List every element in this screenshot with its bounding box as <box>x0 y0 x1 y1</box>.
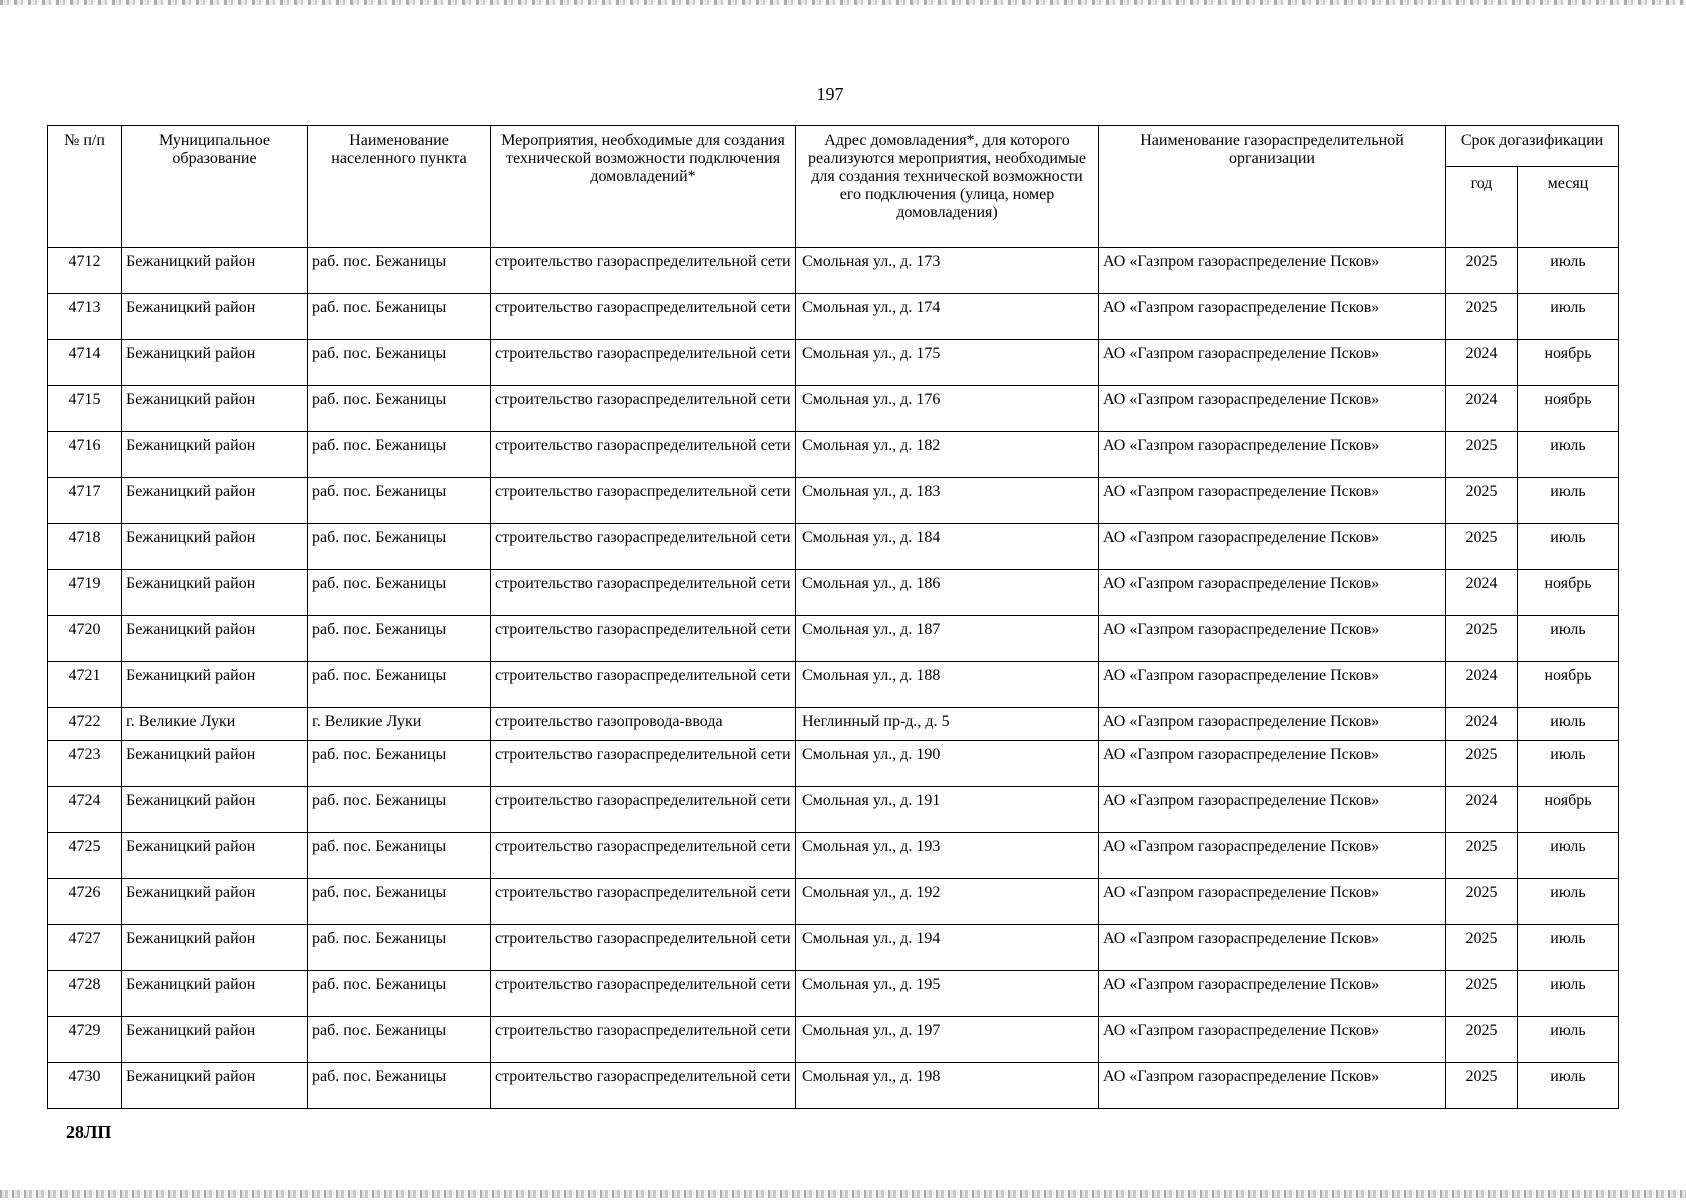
cell-address: Смольная ул., д. 190 <box>796 741 1099 787</box>
cell-month: июль <box>1518 1017 1619 1063</box>
cell-organization: АО «Газпром газораспределение Псков» <box>1099 741 1446 787</box>
cell-num: 4721 <box>48 662 122 708</box>
cell-num: 4718 <box>48 524 122 570</box>
table-body <box>48 248 1619 1109</box>
cell-address: Смольная ул., д. 182 <box>796 432 1099 478</box>
cell-settlement: раб. пос. Бежаницы <box>308 925 491 971</box>
cell-measures: строительство газораспределительной сети <box>491 340 796 386</box>
cell-settlement: раб. пос. Бежаницы <box>308 386 491 432</box>
cell-measures: строительство газораспределительной сети <box>491 662 796 708</box>
cell-municipality: Бежаницкий район <box>122 248 308 294</box>
cell-year: 2025 <box>1446 879 1518 925</box>
cell-address: Смольная ул., д. 174 <box>796 294 1099 340</box>
cell-organization: АО «Газпром газораспределение Псков» <box>1099 1063 1446 1109</box>
cell-address: Неглинный пр-д., д. 5 <box>796 708 1099 741</box>
table-row <box>48 616 1619 662</box>
table-row <box>48 478 1619 524</box>
table-row <box>48 1017 1619 1063</box>
cell-address: Смольная ул., д. 197 <box>796 1017 1099 1063</box>
cell-address: Смольная ул., д. 186 <box>796 570 1099 616</box>
cell-year: 2024 <box>1446 570 1518 616</box>
cell-organization: АО «Газпром газораспределение Псков» <box>1099 386 1446 432</box>
cell-measures: строительство газораспределительной сети <box>491 879 796 925</box>
cell-settlement: раб. пос. Бежаницы <box>308 1063 491 1109</box>
cell-num: 4717 <box>48 478 122 524</box>
cell-num: 4712 <box>48 248 122 294</box>
cell-address: Смольная ул., д. 191 <box>796 787 1099 833</box>
cell-measures: строительство газораспределительной сети <box>491 478 796 524</box>
cell-settlement: раб. пос. Бежаницы <box>308 248 491 294</box>
cell-settlement: раб. пос. Бежаницы <box>308 833 491 879</box>
cell-month: ноябрь <box>1518 662 1619 708</box>
cell-municipality: Бежаницкий район <box>122 787 308 833</box>
cell-measures: строительство газораспределительной сети <box>491 741 796 787</box>
header-address: Адрес домовладения*, для которого реализуются мероприятия, необходимые для создания технической возможности его подключения (улица, номер домовладения) <box>796 126 1099 248</box>
cell-num: 4722 <box>48 708 122 741</box>
cell-month: ноябрь <box>1518 386 1619 432</box>
cell-organization: АО «Газпром газораспределение Псков» <box>1099 662 1446 708</box>
cell-organization: АО «Газпром газораспределение Псков» <box>1099 1017 1446 1063</box>
header-num: № п/п <box>48 126 122 248</box>
cell-municipality: Бежаницкий район <box>122 1063 308 1109</box>
cell-address: Смольная ул., д. 193 <box>796 833 1099 879</box>
table-row <box>48 248 1619 294</box>
cell-settlement: г. Великие Луки <box>308 708 491 741</box>
cell-address: Смольная ул., д. 173 <box>796 248 1099 294</box>
cell-organization: АО «Газпром газораспределение Псков» <box>1099 833 1446 879</box>
cell-settlement: раб. пос. Бежаницы <box>308 340 491 386</box>
cell-year: 2025 <box>1446 524 1518 570</box>
cell-address: Смольная ул., д. 187 <box>796 616 1099 662</box>
cell-num: 4723 <box>48 741 122 787</box>
cell-municipality: Бежаницкий район <box>122 294 308 340</box>
cell-address: Смольная ул., д. 195 <box>796 971 1099 1017</box>
cell-municipality: г. Великие Луки <box>122 708 308 741</box>
cell-measures: строительство газораспределительной сети <box>491 248 796 294</box>
cell-organization: АО «Газпром газораспределение Псков» <box>1099 708 1446 741</box>
cell-year: 2025 <box>1446 925 1518 971</box>
cell-year: 2024 <box>1446 662 1518 708</box>
table-row <box>48 432 1619 478</box>
cell-organization: АО «Газпром газораспределение Псков» <box>1099 478 1446 524</box>
cell-month: июль <box>1518 1063 1619 1109</box>
cell-year: 2025 <box>1446 971 1518 1017</box>
header-measures: Мероприятия, необходимые для создания технической возможности подключения домовладений* <box>491 126 796 248</box>
cell-month: июль <box>1518 524 1619 570</box>
cell-year: 2025 <box>1446 1063 1518 1109</box>
cell-municipality: Бежаницкий район <box>122 879 308 925</box>
cell-municipality: Бежаницкий район <box>122 524 308 570</box>
header-organization: Наименование газораспределительной организации <box>1099 126 1446 248</box>
cell-settlement: раб. пос. Бежаницы <box>308 294 491 340</box>
cell-year: 2025 <box>1446 478 1518 524</box>
cell-municipality: Бежаницкий район <box>122 833 308 879</box>
cell-month: июль <box>1518 741 1619 787</box>
cell-organization: АО «Газпром газораспределение Псков» <box>1099 570 1446 616</box>
cell-organization: АО «Газпром газораспределение Псков» <box>1099 340 1446 386</box>
cell-month: июль <box>1518 833 1619 879</box>
cell-year: 2024 <box>1446 340 1518 386</box>
cell-municipality: Бежаницкий район <box>122 616 308 662</box>
cell-month: ноябрь <box>1518 787 1619 833</box>
cell-month: июль <box>1518 925 1619 971</box>
page-number: 197 <box>816 84 844 104</box>
cell-measures: строительство газораспределительной сети <box>491 616 796 662</box>
cell-settlement: раб. пос. Бежаницы <box>308 570 491 616</box>
gasification-table <box>47 125 1619 1109</box>
cell-num: 4715 <box>48 386 122 432</box>
table-row <box>48 708 1619 741</box>
cell-num: 4724 <box>48 787 122 833</box>
cell-address: Смольная ул., д. 176 <box>796 386 1099 432</box>
cell-address: Смольная ул., д. 184 <box>796 524 1099 570</box>
cell-month: ноябрь <box>1518 570 1619 616</box>
cell-num: 4730 <box>48 1063 122 1109</box>
table-row <box>48 1063 1619 1109</box>
cell-address: Смольная ул., д. 194 <box>796 925 1099 971</box>
table-header <box>48 126 1619 248</box>
cell-address: Смольная ул., д. 183 <box>796 478 1099 524</box>
cell-num: 4727 <box>48 925 122 971</box>
table-row <box>48 833 1619 879</box>
cell-organization: АО «Газпром газораспределение Псков» <box>1099 879 1446 925</box>
cell-measures: строительство газораспределительной сети <box>491 432 796 478</box>
cell-month: июль <box>1518 294 1619 340</box>
cell-month: июль <box>1518 616 1619 662</box>
table-row <box>48 971 1619 1017</box>
scan-edge-bottom <box>0 1190 1686 1198</box>
cell-organization: АО «Газпром газораспределение Псков» <box>1099 432 1446 478</box>
cell-measures: строительство газораспределительной сети <box>491 570 796 616</box>
cell-num: 4716 <box>48 432 122 478</box>
cell-municipality: Бежаницкий район <box>122 478 308 524</box>
cell-measures: строительство газораспределительной сети <box>491 1063 796 1109</box>
table-row <box>48 386 1619 432</box>
cell-municipality: Бежаницкий район <box>122 570 308 616</box>
header-month: месяц <box>1518 167 1619 248</box>
cell-settlement: раб. пос. Бежаницы <box>308 971 491 1017</box>
cell-measures: строительство газораспределительной сети <box>491 524 796 570</box>
cell-month: июль <box>1518 248 1619 294</box>
cell-organization: АО «Газпром газораспределение Псков» <box>1099 971 1446 1017</box>
cell-organization: АО «Газпром газораспределение Псков» <box>1099 248 1446 294</box>
cell-year: 2024 <box>1446 708 1518 741</box>
cell-year: 2024 <box>1446 787 1518 833</box>
cell-municipality: Бежаницкий район <box>122 1017 308 1063</box>
cell-address: Смольная ул., д. 188 <box>796 662 1099 708</box>
footer-code: 28ЛП <box>66 1122 112 1142</box>
cell-month: июль <box>1518 432 1619 478</box>
cell-month: июль <box>1518 708 1619 741</box>
cell-settlement: раб. пос. Бежаницы <box>308 662 491 708</box>
cell-month: июль <box>1518 879 1619 925</box>
table-row <box>48 879 1619 925</box>
table-row <box>48 741 1619 787</box>
cell-num: 4713 <box>48 294 122 340</box>
table-row <box>48 787 1619 833</box>
table-row <box>48 925 1619 971</box>
cell-num: 4725 <box>48 833 122 879</box>
table-row <box>48 662 1619 708</box>
cell-settlement: раб. пос. Бежаницы <box>308 1017 491 1063</box>
header-deadline: Срок догазификации <box>1446 126 1619 167</box>
table-row <box>48 570 1619 616</box>
cell-year: 2025 <box>1446 294 1518 340</box>
cell-num: 4714 <box>48 340 122 386</box>
cell-address: Смольная ул., д. 192 <box>796 879 1099 925</box>
table-row <box>48 524 1619 570</box>
table-row <box>48 294 1619 340</box>
cell-measures: строительство газораспределительной сети <box>491 925 796 971</box>
cell-settlement: раб. пос. Бежаницы <box>308 524 491 570</box>
cell-municipality: Бежаницкий район <box>122 741 308 787</box>
cell-organization: АО «Газпром газораспределение Псков» <box>1099 616 1446 662</box>
cell-municipality: Бежаницкий район <box>122 340 308 386</box>
cell-organization: АО «Газпром газораспределение Псков» <box>1099 524 1446 570</box>
cell-address: Смольная ул., д. 175 <box>796 340 1099 386</box>
cell-organization: АО «Газпром газораспределение Псков» <box>1099 925 1446 971</box>
cell-year: 2025 <box>1446 432 1518 478</box>
cell-month: ноябрь <box>1518 340 1619 386</box>
cell-measures: строительство газораспределительной сети <box>491 971 796 1017</box>
cell-num: 4719 <box>48 570 122 616</box>
cell-municipality: Бежаницкий район <box>122 662 308 708</box>
cell-year: 2025 <box>1446 248 1518 294</box>
cell-settlement: раб. пос. Бежаницы <box>308 432 491 478</box>
cell-organization: АО «Газпром газораспределение Псков» <box>1099 294 1446 340</box>
cell-year: 2025 <box>1446 1017 1518 1063</box>
cell-month: июль <box>1518 971 1619 1017</box>
cell-measures: строительство газопровода-ввода <box>491 708 796 741</box>
cell-year: 2025 <box>1446 833 1518 879</box>
cell-municipality: Бежаницкий район <box>122 386 308 432</box>
header-settlement: Наименование населенного пункта <box>308 126 491 248</box>
cell-settlement: раб. пос. Бежаницы <box>308 741 491 787</box>
cell-settlement: раб. пос. Бежаницы <box>308 478 491 524</box>
header-municipality: Муниципальное образование <box>122 126 308 248</box>
cell-measures: строительство газораспределительной сети <box>491 294 796 340</box>
table-row <box>48 340 1619 386</box>
cell-measures: строительство газораспределительной сети <box>491 386 796 432</box>
cell-measures: строительство газораспределительной сети <box>491 787 796 833</box>
cell-municipality: Бежаницкий район <box>122 432 308 478</box>
cell-municipality: Бежаницкий район <box>122 971 308 1017</box>
cell-organization: АО «Газпром газораспределение Псков» <box>1099 787 1446 833</box>
cell-year: 2025 <box>1446 741 1518 787</box>
cell-num: 4728 <box>48 971 122 1017</box>
cell-measures: строительство газораспределительной сети <box>491 1017 796 1063</box>
cell-num: 4726 <box>48 879 122 925</box>
cell-municipality: Бежаницкий район <box>122 925 308 971</box>
cell-num: 4729 <box>48 1017 122 1063</box>
cell-address: Смольная ул., д. 198 <box>796 1063 1099 1109</box>
cell-settlement: раб. пос. Бежаницы <box>308 879 491 925</box>
cell-measures: строительство газораспределительной сети <box>491 833 796 879</box>
header-year: год <box>1446 167 1518 248</box>
scan-edge-top <box>0 0 1686 5</box>
cell-settlement: раб. пос. Бежаницы <box>308 616 491 662</box>
cell-year: 2024 <box>1446 386 1518 432</box>
cell-month: июль <box>1518 478 1619 524</box>
cell-year: 2025 <box>1446 616 1518 662</box>
cell-settlement: раб. пос. Бежаницы <box>308 787 491 833</box>
cell-num: 4720 <box>48 616 122 662</box>
